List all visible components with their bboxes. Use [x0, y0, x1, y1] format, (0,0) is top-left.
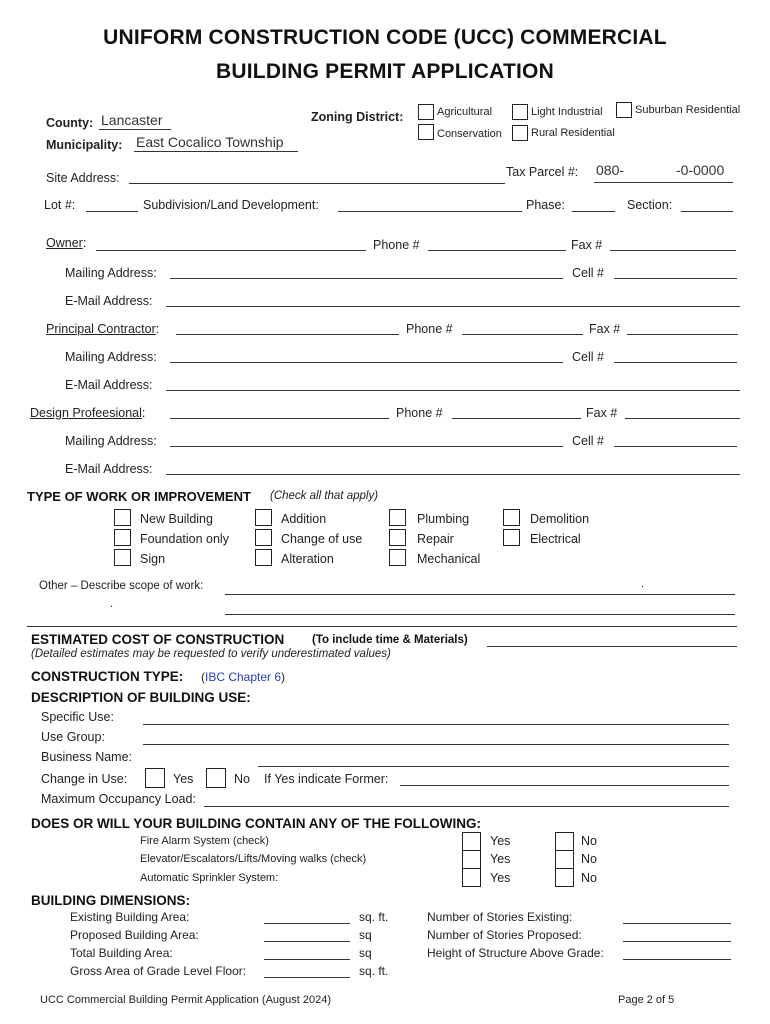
county-field[interactable]: Lancaster: [101, 112, 163, 128]
principal-email-field[interactable]: [166, 390, 740, 391]
principal-phone-label: Phone #: [406, 322, 453, 336]
dimensions-heading: BUILDING DIMENSIONS:: [31, 893, 191, 908]
unit-label: sq: [359, 946, 372, 960]
design-mailing-field[interactable]: [170, 446, 563, 447]
work-note: (Check all that apply): [270, 490, 379, 502]
fire-alarm-yes-checkbox[interactable]: [462, 832, 481, 851]
footer-title: UCC Commercial Building Permit Application (August 2024): [40, 994, 332, 1006]
site-address-label: Site Address:: [46, 171, 120, 185]
owner-mailing-field[interactable]: [170, 278, 563, 279]
owner-phone-label: Phone #: [373, 238, 420, 252]
elevator-yes-checkbox[interactable]: [462, 850, 481, 869]
unit-label: sq: [359, 928, 372, 942]
work-option: Repair: [417, 532, 454, 546]
business-name-field[interactable]: [258, 766, 729, 767]
subdivision-label: Subdivision/Land Development:: [143, 198, 319, 212]
principal-email-label: E-Mail Address:: [65, 378, 153, 392]
specific-use-label: Specific Use:: [41, 710, 114, 724]
municipality-label: Municipality:: [46, 138, 123, 152]
owner-mailing-label: Mailing Address:: [65, 266, 157, 280]
sprinkler-yes-checkbox[interactable]: [462, 868, 481, 887]
tax-parcel-prefix: 080-: [596, 162, 625, 178]
owner-label: Owner:: [46, 236, 87, 250]
principal-mailing-label: Mailing Address:: [65, 350, 157, 364]
work-plumbing-checkbox[interactable]: [389, 509, 406, 526]
principal-name-field[interactable]: [176, 334, 399, 335]
work-option: Mechanical: [417, 552, 481, 566]
unit-label: sq. ft.: [359, 964, 389, 978]
proposed-area-label: Proposed Building Area:: [70, 928, 199, 942]
zoning-conservation-checkbox[interactable]: [418, 124, 434, 140]
work-option: Addition: [281, 512, 327, 526]
cost-note: (Detailed estimates may be requested to verify underestimated values): [31, 648, 391, 660]
site-address-field[interactable]: [129, 183, 505, 184]
zoning-option: Suburban Residential: [635, 104, 741, 116]
ibc-chapter: (IBC Chapter 6): [201, 670, 286, 684]
work-option: Plumbing: [417, 512, 470, 526]
use-group-field[interactable]: [143, 744, 729, 745]
work-addition-checkbox[interactable]: [255, 509, 272, 526]
cost-sub: (To include time & Materials): [312, 634, 468, 646]
principal-fax-field[interactable]: [627, 334, 738, 335]
work-change-of-use-checkbox[interactable]: [255, 529, 272, 546]
zoning-agricultural-checkbox[interactable]: [418, 104, 434, 120]
contain-item-fire-alarm: Fire Alarm System (check): [140, 835, 269, 847]
construction-type-heading: CONSTRUCTION TYPE:: [31, 669, 184, 684]
work-new-building-checkbox[interactable]: [114, 509, 131, 526]
fire-alarm-no-label: No: [581, 834, 597, 848]
principal-phone-field[interactable]: [462, 334, 583, 335]
section-field[interactable]: [681, 211, 733, 212]
owner-phone-field[interactable]: [428, 250, 566, 251]
principal-cell-label: Cell #: [572, 350, 604, 364]
business-name-label: Business Name:: [41, 750, 133, 764]
owner-name-field[interactable]: [96, 250, 366, 251]
change-in-use-no-label: No: [234, 772, 250, 786]
change-in-use-label: Change in Use:: [41, 772, 128, 786]
fire-alarm-yes-label: Yes: [490, 834, 511, 848]
proposed-area-field[interactable]: [264, 941, 350, 942]
work-repair-checkbox[interactable]: [389, 529, 406, 546]
phase-label: Phase:: [526, 198, 565, 212]
zoning-label: Zoning District:: [311, 110, 404, 124]
work-option: Sign: [140, 552, 166, 566]
unit-label: sq. ft.: [359, 910, 389, 924]
page-number: Page 2 of 5: [618, 994, 675, 1006]
change-in-use-no-checkbox[interactable]: [206, 768, 226, 788]
owner-cell-label: Cell #: [572, 266, 604, 280]
stories-existing-label: Number of Stories Existing:: [427, 910, 573, 924]
cost-field[interactable]: [487, 646, 737, 647]
zoning-option: Conservation: [437, 128, 502, 140]
work-sign-checkbox[interactable]: [114, 549, 131, 566]
stories-proposed-label: Number of Stories Proposed:: [427, 928, 582, 942]
change-in-use-yes-checkbox[interactable]: [145, 768, 165, 788]
total-area-label: Total Building Area:: [70, 946, 173, 960]
dot-mark: .: [110, 598, 114, 610]
building-use-heading: DESCRIPTION OF BUILDING USE:: [31, 690, 251, 705]
stories-proposed-field[interactable]: [623, 941, 731, 942]
ibc-chapter-link[interactable]: IBC Chapter 6: [205, 670, 282, 684]
dot-mark: .: [641, 578, 645, 590]
sprinkler-yes-label: Yes: [490, 871, 511, 885]
zoning-option: Agricultural: [437, 106, 493, 118]
occupancy-label: Maximum Occupancy Load:: [41, 792, 196, 806]
design-fax-field[interactable]: [625, 418, 740, 419]
contain-item-elevator: Elevator/Escalators/Lifts/Moving walks (check): [140, 853, 367, 865]
elevator-yes-label: Yes: [490, 852, 511, 866]
sprinkler-no-checkbox[interactable]: [555, 868, 574, 887]
height-field[interactable]: [623, 959, 731, 960]
municipality-field[interactable]: East Cocalico Township: [136, 134, 284, 150]
stories-existing-field[interactable]: [623, 923, 731, 924]
elevator-no-label: No: [581, 852, 597, 866]
other-scope-field-3[interactable]: [27, 626, 737, 627]
cost-heading: ESTIMATED COST OF CONSTRUCTION: [31, 632, 285, 647]
zoning-light-industrial-checkbox[interactable]: [512, 104, 528, 120]
fire-alarm-no-checkbox[interactable]: [555, 832, 574, 851]
lot-field[interactable]: [86, 211, 138, 212]
principal-contractor-label: Principal Contractor:: [46, 322, 160, 336]
contain-item-sprinkler: Automatic Sprinkler System:: [140, 872, 279, 884]
former-use-field[interactable]: [400, 785, 729, 786]
design-phone-label: Phone #: [396, 406, 443, 420]
county-label: County:: [46, 116, 94, 130]
design-email-label: E-Mail Address:: [65, 462, 153, 476]
zoning-suburban-residential-checkbox[interactable]: [616, 102, 632, 118]
owner-email-field[interactable]: [166, 306, 740, 307]
sprinkler-no-label: No: [581, 871, 597, 885]
design-professional-label: Design Profeesional:: [30, 406, 146, 420]
gross-area-label: Gross Area of Grade Level Floor:: [70, 964, 247, 978]
design-fax-label: Fax #: [586, 406, 618, 420]
other-scope-field-2[interactable]: [225, 614, 735, 615]
work-mechanical-checkbox[interactable]: [389, 549, 406, 566]
design-cell-label: Cell #: [572, 434, 604, 448]
occupancy-field[interactable]: [204, 806, 729, 807]
use-group-label: Use Group:: [41, 730, 105, 744]
phase-field[interactable]: [572, 211, 615, 212]
section-label: Section:: [627, 198, 673, 212]
subdivision-field[interactable]: [338, 211, 522, 212]
work-option: Electrical: [530, 532, 581, 546]
tax-parcel-field[interactable]: [594, 182, 733, 183]
page-subtitle: BUILDING PERMIT APPLICATION: [216, 60, 554, 83]
elevator-no-checkbox[interactable]: [555, 850, 574, 869]
zoning-option: Light Industrial: [531, 106, 603, 118]
contain-heading: DOES OR WILL YOUR BUILDING CONTAIN ANY OF THE FOLLOWING:: [31, 816, 481, 831]
other-scope-field-1[interactable]: [225, 594, 735, 595]
height-label: Height of Structure Above Grade:: [427, 946, 604, 960]
principal-mailing-field[interactable]: [170, 362, 563, 363]
design-name-field[interactable]: [170, 418, 389, 419]
tax-parcel-suffix: -0-0000: [676, 162, 725, 178]
total-area-field[interactable]: [264, 959, 350, 960]
work-option: New Building: [140, 512, 213, 526]
former-use-label: If Yes indicate Former:: [264, 772, 389, 786]
gross-area-field[interactable]: [264, 977, 350, 978]
zoning-rural-residential-checkbox[interactable]: [512, 125, 528, 141]
work-electrical-checkbox[interactable]: [503, 529, 520, 546]
lot-label: Lot #:: [44, 198, 76, 212]
work-option: Foundation only: [140, 532, 229, 546]
work-option: Alteration: [281, 552, 334, 566]
change-in-use-yes-label: Yes: [173, 772, 194, 786]
work-demolition-checkbox[interactable]: [503, 509, 520, 526]
principal-cell-field[interactable]: [614, 362, 737, 363]
page-title: UNIFORM CONSTRUCTION CODE (UCC) COMMERCIAL: [103, 26, 667, 49]
design-email-field[interactable]: [166, 474, 740, 475]
design-cell-field[interactable]: [614, 446, 737, 447]
work-alteration-checkbox[interactable]: [255, 549, 272, 566]
other-scope-label: Other – Describe scope of work:: [39, 580, 204, 592]
owner-cell-field[interactable]: [614, 278, 737, 279]
existing-area-label: Existing Building Area:: [70, 910, 190, 924]
zoning-option: Rural Residential: [531, 127, 615, 139]
owner-fax-field[interactable]: [610, 250, 736, 251]
design-phone-field[interactable]: [452, 418, 581, 419]
work-heading: TYPE OF WORK OR IMPROVEMENT: [27, 489, 251, 504]
design-mailing-label: Mailing Address:: [65, 434, 157, 448]
existing-area-field[interactable]: [264, 923, 350, 924]
specific-use-field[interactable]: [143, 724, 729, 725]
work-foundation-checkbox[interactable]: [114, 529, 131, 546]
work-option: Change of use: [281, 532, 363, 546]
tax-parcel-label: Tax Parcel #:: [506, 165, 579, 179]
work-option: Demolition: [530, 512, 590, 526]
owner-email-label: E-Mail Address:: [65, 294, 153, 308]
owner-fax-label: Fax #: [571, 238, 603, 252]
principal-fax-label: Fax #: [589, 322, 621, 336]
